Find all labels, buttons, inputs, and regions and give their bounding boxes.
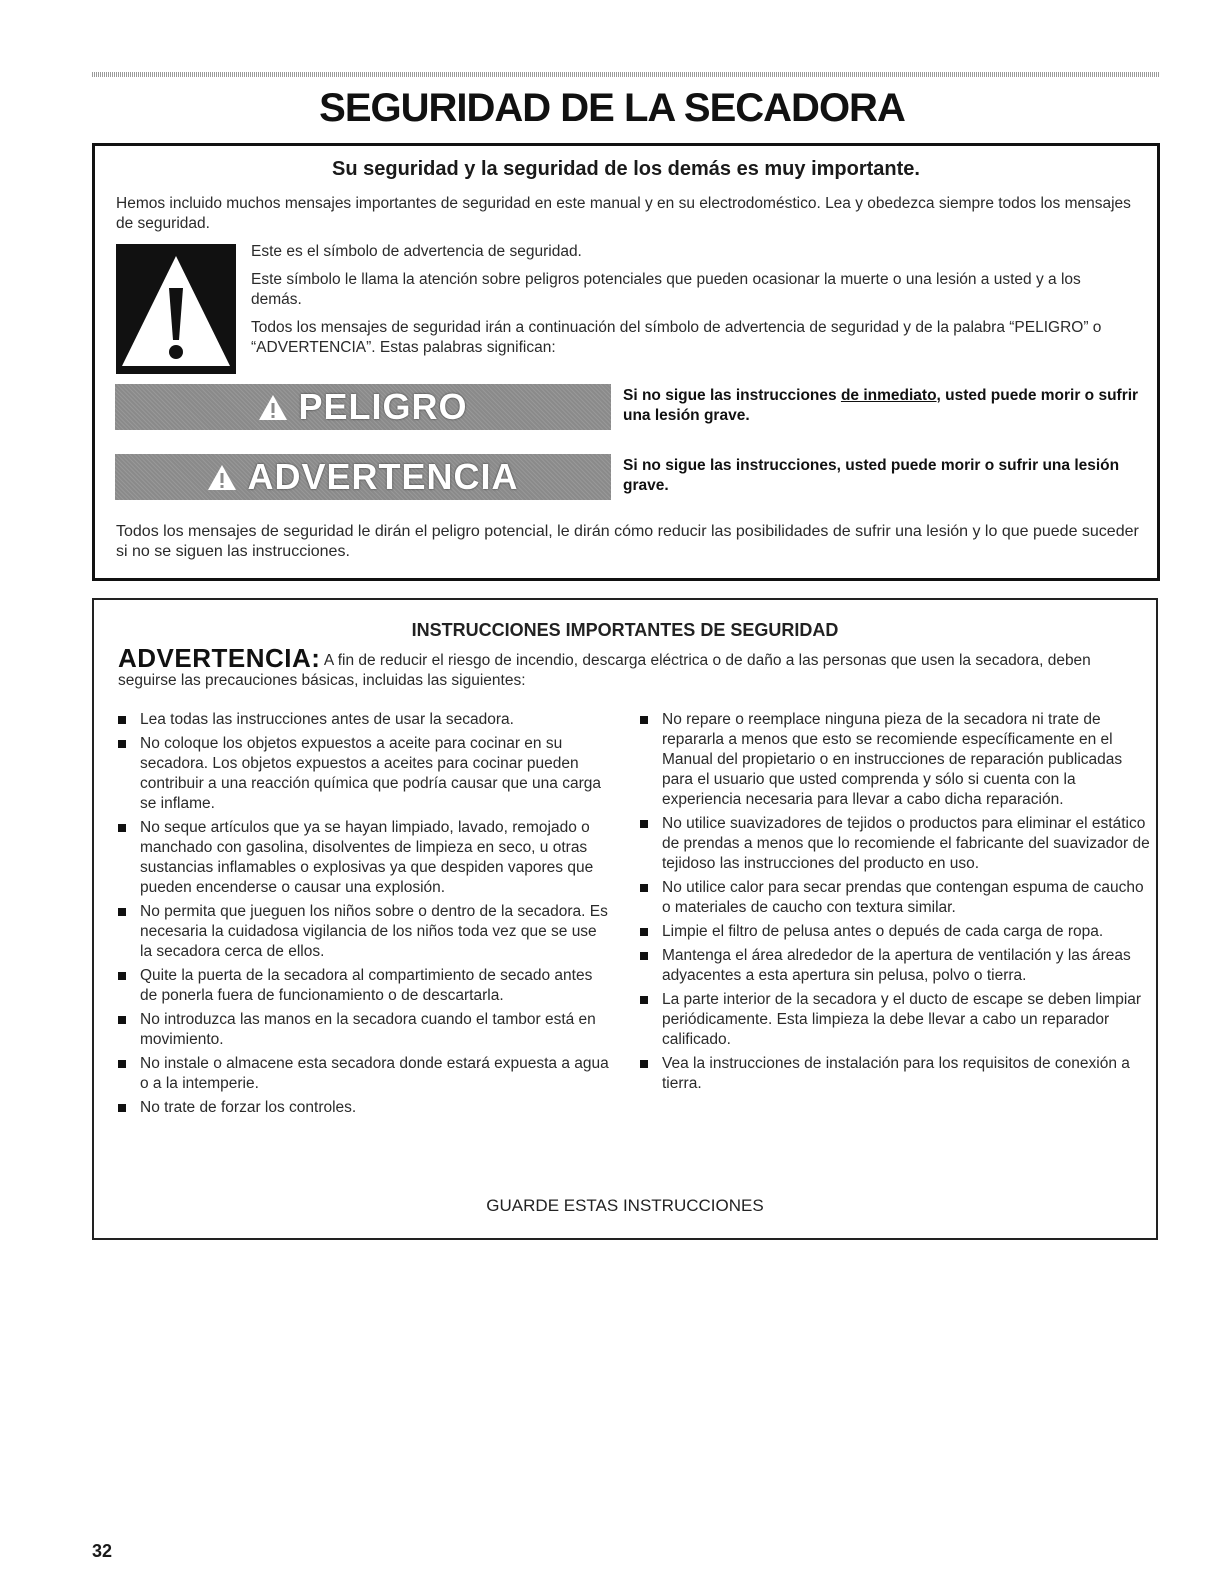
instructions-warning	[118, 643, 1138, 691]
symbol-paragraph-1: Este es el símbolo de advertencia de seguridad.	[251, 243, 582, 260]
advertencia-label: ADVERTENCIA	[247, 456, 519, 497]
list-item-text: No seque artículos que ya se hayan limpiado, lavado, remojado o manchado con gasolina, disolventes de limpieza en seco, u otras sustancias inflamables o explosivas ya que despiden vapores que pueden encenderse o causar una explosión.	[140, 819, 594, 896]
list-item-text: No coloque los objetos expuestos a aceite para cocinar en su secadora. Los objetos expuestos a aceites para cocinar pueden contribuir a una reacción química que podría causar que una carga se inflame.	[140, 735, 601, 812]
list-item-text: Quite la puerta de la secadora al compartimiento de secado antes de ponerla fuera de funcionamiento o de descartarla.	[140, 967, 593, 1004]
list-item	[110, 710, 610, 730]
square-bullet-icon	[118, 716, 126, 724]
alert-triangle-icon	[207, 463, 237, 491]
instructions-title: INSTRUCCIONES IMPORTANTES DE SEGURIDAD	[411, 620, 839, 640]
symbol-paragraph-2: Este símbolo le llama la atención sobre peligros potenciales que pueden ocasionar la muerte o una lesión a usted y a los demás.	[251, 271, 1081, 308]
safety-subtitle: Su seguridad y la seguridad de los demás es muy importante.	[332, 158, 920, 180]
list-item	[632, 946, 1152, 986]
list-item-text: No utilice suavizadores de tejidos o productos para eliminar el estático de prendas a menos que lo recomiende el fabricante del suavizador de tejidoso las instrucciones del producto en uso.	[662, 815, 1150, 872]
list-item-text: No trate de forzar los controles.	[140, 1099, 357, 1116]
safety-footer: Todos los mensajes de seguridad le dirán el peligro potencial, le dirán cómo reducir las posibilidades de sufrir una lesión y lo que puede suceder si no se siguen las instrucciones.	[116, 523, 1139, 560]
warning-text: A fin de reducir el riesgo de incendio, descarga eléctrica o de daño a las personas que usen la secadora, deben seguirse las precauciones básicas, incluidas las siguientes:	[118, 652, 1091, 689]
page-title: SEGURIDAD DE LA SECADORA	[319, 86, 905, 130]
square-bullet-icon	[640, 952, 648, 960]
safety-intro: Hemos incluido muchos mensajes importantes de seguridad en este manual y en su electrodoméstico. Lea y obedezca siempre todos los mensajes de seguridad.	[116, 195, 1131, 232]
square-bullet-icon	[118, 1060, 126, 1068]
list-item-text: La parte interior de la secadora y el ducto de escape se deben limpiar periódicamente. Esta limpieza la debe llevar a cabo un reparador calificado.	[662, 991, 1142, 1048]
list-item	[110, 966, 610, 1006]
square-bullet-icon	[640, 996, 648, 1004]
list-item	[110, 1054, 610, 1094]
save-instructions: GUARDE ESTAS INSTRUCCIONES	[486, 1196, 764, 1215]
square-bullet-icon	[640, 1060, 648, 1068]
safety-box	[92, 143, 1160, 581]
list-item	[632, 922, 1152, 942]
list-item-text: Vea la instrucciones de instalación para los requisitos de conexión a tierra.	[662, 1055, 1130, 1092]
square-bullet-icon	[118, 740, 126, 748]
square-bullet-icon	[118, 1104, 126, 1112]
list-item	[110, 818, 610, 898]
list-item	[632, 878, 1152, 918]
important-instructions-box	[92, 598, 1158, 1240]
square-bullet-icon	[640, 884, 648, 892]
list-item	[110, 1098, 610, 1118]
alert-triangle-icon	[258, 393, 288, 421]
list-item	[632, 814, 1152, 874]
warning-word: ADVERTENCIA:	[118, 643, 321, 673]
header-dotted-rule	[92, 72, 1160, 77]
list-item-text: No repare o reemplace ninguna pieza de la secadora ni trate de repararla a menos que esto se recomiende específicamente en el Manual del propietario o en instrucciones de reparación publicadas para el usuario que usted comprenda y sólo si cuenta con la experiencia necesaria para llevar a cabo dicha reparación.	[662, 711, 1123, 808]
list-item	[632, 710, 1152, 810]
list-item-text: No permita que jueguen los niños sobre o dentro de la secadora. Es necesaria la cuidadosa vigilancia de los niños toda vez que se use la secadora cerca de ellos.	[140, 903, 608, 960]
list-item-text: Limpie el filtro de pelusa antes o depués de cada carga de ropa.	[662, 923, 1104, 940]
safety-alert-symbol	[116, 244, 236, 374]
square-bullet-icon	[118, 908, 126, 916]
peligro-description: Si no sigue las instrucciones de inmediato, usted puede morir o sufrir una lesión grave.	[623, 387, 1139, 424]
list-item-text: No utilice calor para secar prendas que contengan espuma de caucho o materiales de caucho con textura similar.	[662, 879, 1144, 916]
list-item	[110, 734, 610, 814]
list-item	[632, 1054, 1152, 1094]
square-bullet-icon	[640, 820, 648, 828]
list-item	[110, 1010, 610, 1050]
square-bullet-icon	[640, 716, 648, 724]
warning-triangle-icon	[116, 244, 236, 374]
peligro-banner	[115, 384, 611, 430]
list-item-text: Mantenga el área alrededor de la apertura de ventilación y las áreas adyacentes a esta apertura sin pelusa, polvo o tierra.	[662, 947, 1131, 984]
list-item	[110, 902, 610, 962]
peligro-label: PELIGRO	[298, 386, 468, 427]
list-item-text: Lea todas las instrucciones antes de usar la secadora.	[140, 711, 514, 728]
symbol-paragraph-3: Todos los mensajes de seguridad irán a continuación del símbolo de advertencia de seguridad y de la palabra “PELIGRO” o “ADVERTENCIA”. Estas palabras significan:	[251, 319, 1102, 356]
square-bullet-icon	[118, 972, 126, 980]
square-bullet-icon	[118, 1016, 126, 1024]
page-number: 32	[92, 1541, 113, 1561]
instructions-right-column	[632, 710, 1152, 1098]
advertencia-description: Si no sigue las instrucciones, usted puede morir o sufrir una lesión grave.	[623, 457, 1120, 494]
square-bullet-icon	[640, 928, 648, 936]
list-item	[632, 990, 1152, 1050]
instructions-left-column	[110, 710, 610, 1122]
advertencia-banner	[115, 454, 611, 500]
square-bullet-icon	[118, 824, 126, 832]
list-item-text: No introduzca las manos en la secadora cuando el tambor está en movimiento.	[140, 1011, 596, 1048]
list-item-text: No instale o almacene esta secadora donde estará expuesta a agua o a la intemperie.	[140, 1055, 609, 1092]
